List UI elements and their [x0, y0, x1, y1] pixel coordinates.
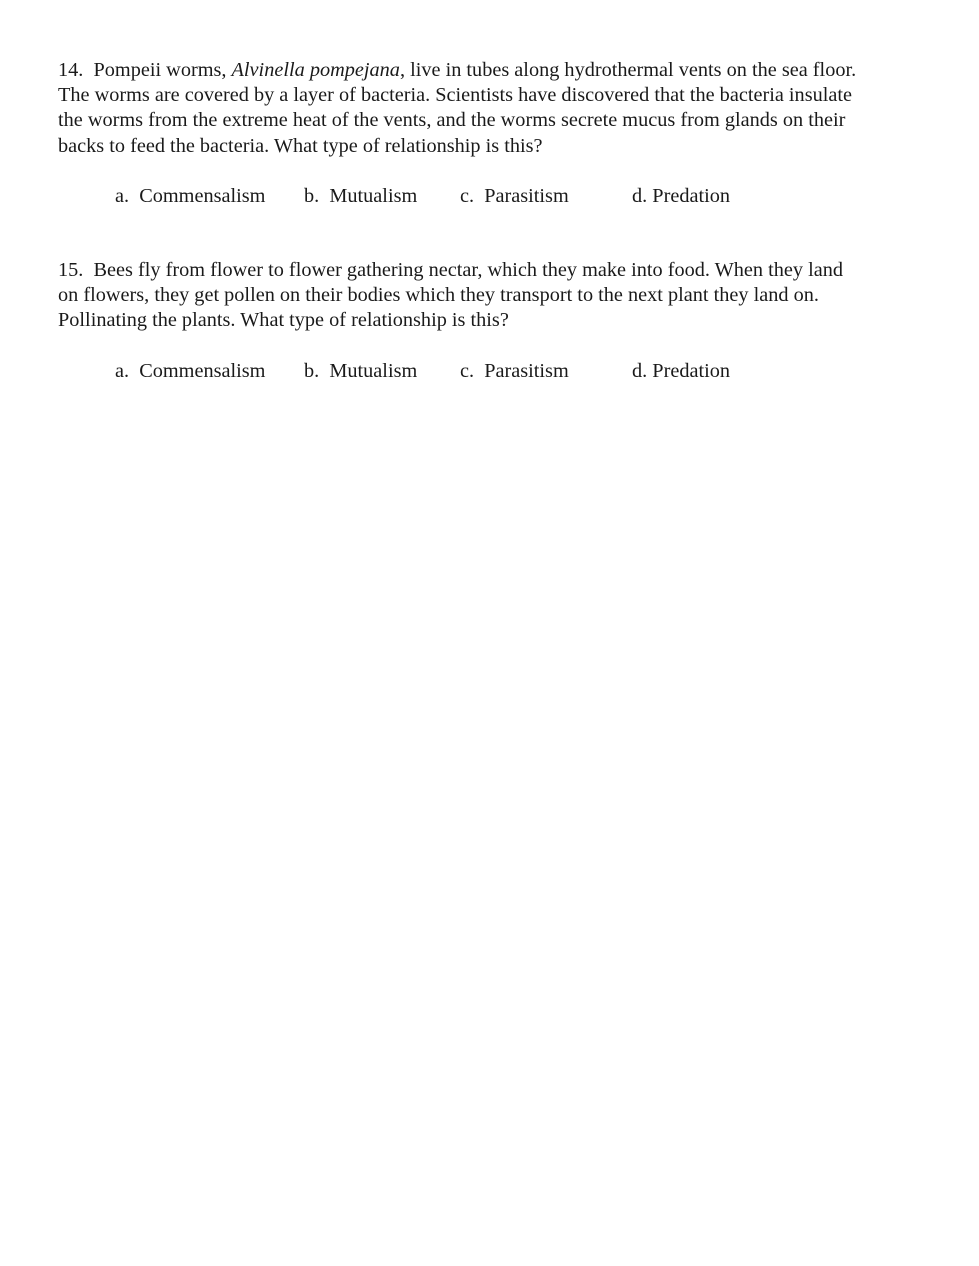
choice-label: Predation — [652, 184, 731, 207]
question-line-text: Pompeii worms, — [93, 59, 232, 81]
choice-label: Predation — [652, 359, 731, 382]
question-15 — [58, 258, 920, 385]
choice-label: Mutualism — [329, 184, 418, 207]
question-line: The worms are covered by a layer of bacteria. Scientists have discovered that the bacteria insulate — [58, 84, 853, 107]
choice-letter: b. — [304, 184, 320, 207]
choice-b[interactable] — [304, 359, 417, 384]
question-number: 14. — [58, 59, 84, 81]
choice-letter: a. — [115, 359, 130, 382]
question-line-text: , live in tubes along hydrothermal vents on the sea floor. — [399, 59, 857, 81]
choice-label: Mutualism — [329, 359, 418, 382]
choice-a[interactable] — [115, 359, 265, 384]
choice-label: Commensalism — [139, 184, 266, 207]
question-number: 15. — [58, 259, 84, 281]
question-line — [58, 58, 920, 83]
choice-d[interactable] — [632, 184, 730, 209]
question-line: the worms from the extreme heat of the vents, and the worms secrete mucus from glands on their — [58, 109, 846, 132]
choice-label: Parasitism — [484, 359, 569, 382]
choice-b[interactable] — [304, 184, 417, 209]
choice-d[interactable] — [632, 359, 730, 384]
choice-letter: a. — [115, 184, 130, 207]
question-line: backs to feed the bacteria. What type of relationship is this? — [58, 134, 543, 157]
question-14 — [58, 58, 920, 210]
choice-letter: c. — [460, 359, 475, 382]
question-line-text: Bees fly from flower to flower gathering nectar, which they make into food. When they land — [93, 259, 844, 281]
choice-label: Commensalism — [139, 359, 266, 382]
choice-letter: d. — [632, 184, 648, 207]
question-line — [58, 258, 920, 283]
species-name: Alvinella pompejana — [231, 59, 400, 81]
question-line: Pollinating the plants. What type of relationship is this? — [58, 309, 509, 332]
choice-label: Parasitism — [484, 184, 569, 207]
choice-letter: b. — [304, 359, 320, 382]
question-text — [58, 58, 920, 159]
answer-choices — [58, 359, 920, 385]
question-text — [58, 258, 920, 334]
choice-c[interactable] — [460, 184, 569, 209]
choice-letter: c. — [460, 184, 475, 207]
answer-choices — [58, 184, 920, 210]
question-line: on flowers, they get pollen on their bodies which they transport to the next plant they land on. — [58, 284, 819, 307]
choice-letter: d. — [632, 359, 648, 382]
choice-c[interactable] — [460, 359, 569, 384]
choice-a[interactable] — [115, 184, 265, 209]
